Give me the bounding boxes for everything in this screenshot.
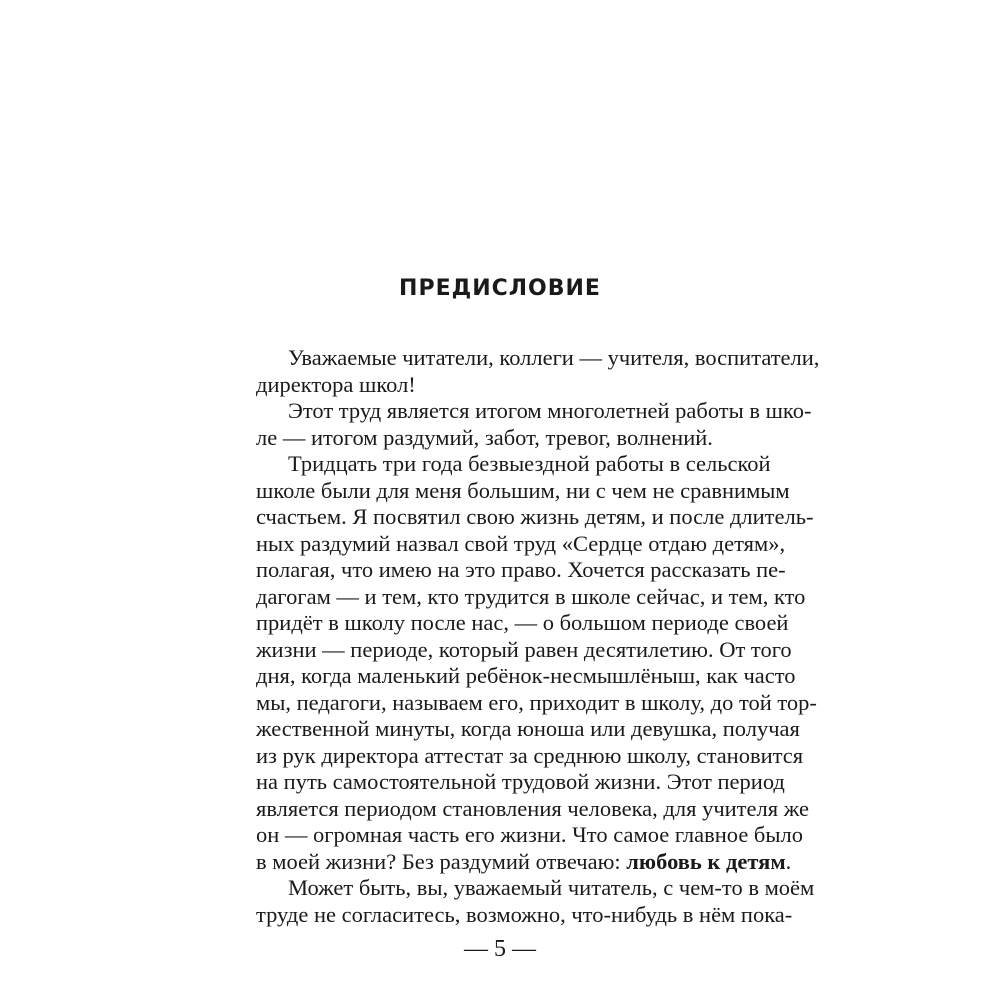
text-line: ных раздумий назвал свой труд «Сердце отдаю детям», [256,530,786,556]
text-segment: в моей жизни? Без раздумий отвечаю: [256,848,627,874]
text-line: жизни — периоде, который равен десятилетию. От того [256,636,792,662]
text-line: дня, когда маленький ребёнок-несмышлёныш, как часто [256,663,796,688]
text-line: является периодом становления человека, для учителя же [256,795,809,821]
page-number: — 5 — [464,936,536,962]
text-line: Уважаемые читатели, коллеги — учителя, воспитатели, [288,345,820,370]
text-line: директора школ! [256,371,416,397]
text-line: придёт в школу после нас, — о большом периоде своей [256,610,789,635]
text-line: полагая, что имею на это право. Хочется рассказать пе- [256,557,786,582]
text-line: счастьем. Я посвятил свою жизнь детям, и после длитель- [256,504,814,529]
text-line: мы, педагоги, называем его, приходит в школу, до той тор- [256,689,817,715]
text-line: дагогам — и тем, кто трудится в школе сейчас, и тем, кто [256,583,806,609]
text-line: школе были для меня большим, ни с чем не сравнимым [256,477,790,503]
chapter-heading: ПРЕДИСЛОВИЕ [399,276,601,301]
text-line: ле — итогом раздумий, забот, тревог, волнений. [256,424,713,450]
emphasis-text: любовь к детям [626,848,786,874]
text-line: Тридцать три года безвыездной работы в сельской [288,451,771,476]
text-line: на путь самостоятельной трудовой жизни. Этот период [256,769,785,794]
text-segment: . [785,848,792,874]
text-line: Этот труд является итогом многолетней работы в шко- [288,398,812,423]
text-line: жественной минуты, когда юноша или девушка, получая [256,716,800,741]
text-line [256,848,792,876]
text-line: он — огромная часть его жизни. Что самое главное было [256,822,803,847]
text-line: из рук директора аттестат за среднюю школу, становится [256,742,804,768]
text-line: труде не согласитесь, возможно, что-нибудь в нём пока- [256,901,793,927]
text-line: Может быть, вы, уважаемый читатель, с чем-то в моём [288,875,815,900]
